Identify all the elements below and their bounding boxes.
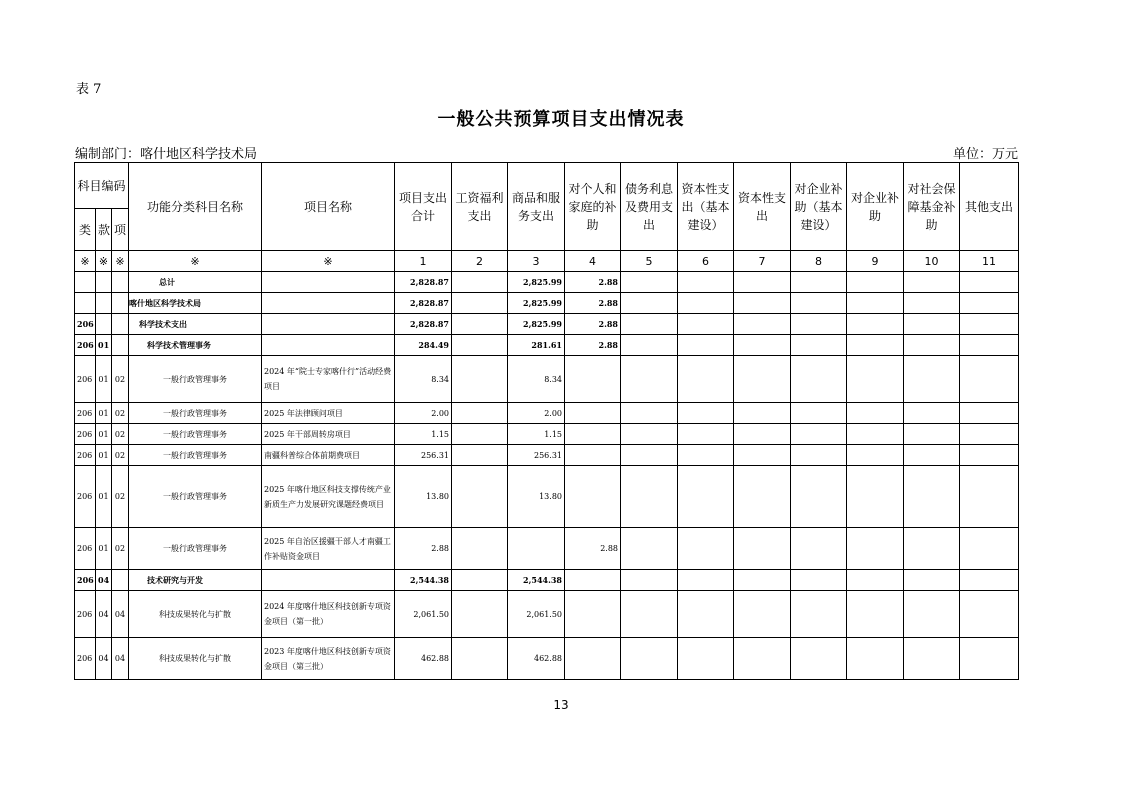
cell-goods: 2,061.50 — [508, 591, 565, 638]
cell-enterprise-basic — [791, 591, 847, 638]
cell-goods: 2.00 — [508, 403, 565, 424]
cell-total: 256.31 — [395, 445, 452, 466]
cell-personal: 2.88 — [565, 272, 621, 293]
header-project-name: 项目名称 — [262, 163, 395, 251]
header-enterprise: 对企业补助 — [847, 163, 904, 251]
cell-func: 科学技术管理事务 — [129, 335, 262, 356]
cell-project: 2024 年度喀什地区科技创新专项资金项目（第一批） — [262, 591, 395, 638]
cell-capital — [734, 528, 791, 570]
cell-enterprise — [847, 570, 904, 591]
cell-other — [960, 591, 1019, 638]
cell-kuan — [96, 272, 112, 293]
cell-total: 2.88 — [395, 528, 452, 570]
cell-enterprise-basic — [791, 528, 847, 570]
index-cell: 5 — [621, 251, 678, 272]
index-row — [75, 251, 1019, 272]
cell-enterprise-basic — [791, 424, 847, 445]
cell-social — [904, 445, 960, 466]
cell-capital — [734, 466, 791, 528]
cell-func: 一般行政管理事务 — [129, 445, 262, 466]
cell-kuan: 01 — [96, 445, 112, 466]
cell-func: 一般行政管理事务 — [129, 466, 262, 528]
index-cell: 10 — [904, 251, 960, 272]
header-subject-code: 科目编码 — [75, 163, 129, 209]
cell-project: 南疆科普综合体前期费项目 — [262, 445, 395, 466]
cell-enterprise — [847, 403, 904, 424]
cell-lei: 206 — [75, 424, 96, 445]
cell-goods: 8.34 — [508, 356, 565, 403]
cell-kuan: 01 — [96, 356, 112, 403]
cell-personal: 2.88 — [565, 335, 621, 356]
cell-personal — [565, 445, 621, 466]
index-cell: ※ — [75, 251, 96, 272]
cell-xiang — [112, 314, 129, 335]
cell-total: 1.15 — [395, 424, 452, 445]
index-cell: 7 — [734, 251, 791, 272]
cell-capital-basic — [678, 272, 734, 293]
cell-social — [904, 424, 960, 445]
cell-capital-basic — [678, 335, 734, 356]
cell-total: 8.34 — [395, 356, 452, 403]
cell-debt — [621, 591, 678, 638]
cell-wage — [452, 403, 508, 424]
cell-capital-basic — [678, 638, 734, 680]
index-cell: 9 — [847, 251, 904, 272]
cell-enterprise-basic — [791, 445, 847, 466]
cell-lei: 206 — [75, 591, 96, 638]
cell-total: 13.80 — [395, 466, 452, 528]
cell-lei: 206 — [75, 528, 96, 570]
cell-social — [904, 591, 960, 638]
cell-capital — [734, 335, 791, 356]
cell-social — [904, 403, 960, 424]
cell-personal: 2.88 — [565, 293, 621, 314]
cell-debt — [621, 528, 678, 570]
cell-other — [960, 272, 1019, 293]
cell-wage — [452, 591, 508, 638]
summary-row — [75, 570, 1019, 591]
cell-kuan — [96, 293, 112, 314]
cell-enterprise — [847, 272, 904, 293]
cell-lei: 206 — [75, 638, 96, 680]
cell-enterprise — [847, 335, 904, 356]
summary-row — [75, 272, 1019, 293]
cell-xiang: 02 — [112, 466, 129, 528]
table-row — [75, 403, 1019, 424]
cell-lei — [75, 293, 96, 314]
cell-personal: 2.88 — [565, 314, 621, 335]
cell-capital-basic — [678, 403, 734, 424]
cell-wage — [452, 356, 508, 403]
header-lei: 类 — [75, 209, 96, 251]
cell-enterprise-basic — [791, 638, 847, 680]
cell-capital-basic — [678, 424, 734, 445]
table-row — [75, 466, 1019, 528]
summary-row — [75, 314, 1019, 335]
index-cell: ※ — [112, 251, 129, 272]
header-total: 项目支出合计 — [395, 163, 452, 251]
cell-debt — [621, 424, 678, 445]
cell-goods: 2,544.38 — [508, 570, 565, 591]
cell-goods: 281.61 — [508, 335, 565, 356]
cell-func: 总计 — [129, 272, 262, 293]
cell-total: 2,828.87 — [395, 314, 452, 335]
cell-xiang: 02 — [112, 356, 129, 403]
cell-wage — [452, 335, 508, 356]
department-label: 编制部门：喀什地区科学技术局 — [75, 147, 258, 162]
cell-project — [262, 293, 395, 314]
header-xiang: 项 — [112, 209, 129, 251]
cell-func: 科技成果转化与扩散 — [129, 638, 262, 680]
cell-wage — [452, 424, 508, 445]
cell-debt — [621, 466, 678, 528]
cell-enterprise-basic — [791, 466, 847, 528]
header-func-name: 功能分类科目名称 — [129, 163, 262, 251]
cell-xiang — [112, 570, 129, 591]
cell-capital — [734, 272, 791, 293]
index-cell: ※ — [96, 251, 112, 272]
cell-social — [904, 528, 960, 570]
cell-func: 一般行政管理事务 — [129, 424, 262, 445]
cell-enterprise-basic — [791, 570, 847, 591]
index-cell: 8 — [791, 251, 847, 272]
cell-total: 284.49 — [395, 335, 452, 356]
cell-social — [904, 638, 960, 680]
cell-social — [904, 356, 960, 403]
cell-capital — [734, 403, 791, 424]
table-row — [75, 424, 1019, 445]
cell-social — [904, 314, 960, 335]
header-enterprise-basic: 对企业补助（基本建设） — [791, 163, 847, 251]
cell-debt — [621, 445, 678, 466]
index-cell: 4 — [565, 251, 621, 272]
summary-row — [75, 335, 1019, 356]
cell-capital-basic — [678, 356, 734, 403]
cell-social — [904, 272, 960, 293]
cell-other — [960, 335, 1019, 356]
cell-project: 2025 年自治区援疆干部人才南疆工作补贴资金项目 — [262, 528, 395, 570]
cell-personal — [565, 591, 621, 638]
cell-capital-basic — [678, 445, 734, 466]
cell-personal: 2.88 — [565, 528, 621, 570]
cell-capital-basic — [678, 570, 734, 591]
cell-project — [262, 335, 395, 356]
cell-capital-basic — [678, 293, 734, 314]
index-cell: ※ — [129, 251, 262, 272]
cell-other — [960, 403, 1019, 424]
cell-other — [960, 638, 1019, 680]
cell-personal — [565, 570, 621, 591]
index-cell: 1 — [395, 251, 452, 272]
cell-project: 2025 年法律顾问项目 — [262, 403, 395, 424]
cell-xiang: 04 — [112, 638, 129, 680]
cell-lei: 206 — [75, 314, 96, 335]
table-row — [75, 638, 1019, 680]
cell-enterprise-basic — [791, 293, 847, 314]
cell-enterprise-basic — [791, 356, 847, 403]
cell-enterprise — [847, 638, 904, 680]
cell-goods: 2,825.99 — [508, 293, 565, 314]
cell-enterprise — [847, 466, 904, 528]
cell-xiang: 02 — [112, 424, 129, 445]
cell-capital-basic — [678, 591, 734, 638]
cell-enterprise-basic — [791, 335, 847, 356]
cell-social — [904, 570, 960, 591]
cell-debt — [621, 335, 678, 356]
cell-debt — [621, 570, 678, 591]
cell-goods: 256.31 — [508, 445, 565, 466]
cell-func: 一般行政管理事务 — [129, 528, 262, 570]
cell-lei: 206 — [75, 403, 96, 424]
index-cell: 2 — [452, 251, 508, 272]
cell-enterprise-basic — [791, 403, 847, 424]
cell-func: 喀什地区科学技术局 — [129, 293, 262, 314]
cell-capital — [734, 591, 791, 638]
cell-total: 462.88 — [395, 638, 452, 680]
cell-project — [262, 570, 395, 591]
header-other: 其他支出 — [960, 163, 1019, 251]
cell-goods: 2,825.99 — [508, 272, 565, 293]
cell-total: 2,828.87 — [395, 293, 452, 314]
cell-social — [904, 335, 960, 356]
cell-xiang — [112, 293, 129, 314]
index-cell: 11 — [960, 251, 1019, 272]
cell-personal — [565, 356, 621, 403]
header-wage: 工资福利支出 — [452, 163, 508, 251]
cell-xiang — [112, 272, 129, 293]
header-goods: 商品和服务支出 — [508, 163, 565, 251]
cell-wage — [452, 570, 508, 591]
cell-other — [960, 570, 1019, 591]
budget-table — [74, 162, 1019, 680]
cell-capital — [734, 570, 791, 591]
cell-goods — [508, 528, 565, 570]
table-number-label: 表 7 — [76, 82, 102, 97]
cell-debt — [621, 272, 678, 293]
cell-personal — [565, 638, 621, 680]
cell-func: 一般行政管理事务 — [129, 403, 262, 424]
cell-total: 2.00 — [395, 403, 452, 424]
cell-total: 2,061.50 — [395, 591, 452, 638]
cell-func: 一般行政管理事务 — [129, 356, 262, 403]
cell-kuan: 01 — [96, 466, 112, 528]
cell-wage — [452, 638, 508, 680]
cell-capital — [734, 293, 791, 314]
cell-kuan: 04 — [96, 570, 112, 591]
cell-other — [960, 314, 1019, 335]
cell-project: 2025 年喀什地区科技支撑传统产业新质生产力发展研究课题经费项目 — [262, 466, 395, 528]
unit-label: 单位：万元 — [952, 147, 1018, 162]
cell-enterprise-basic — [791, 272, 847, 293]
table-row — [75, 356, 1019, 403]
cell-project: 2023 年度喀什地区科技创新专项资金项目（第三批） — [262, 638, 395, 680]
cell-kuan: 04 — [96, 638, 112, 680]
cell-kuan: 01 — [96, 403, 112, 424]
table-row — [75, 445, 1019, 466]
cell-wage — [452, 314, 508, 335]
table-body — [75, 251, 1019, 680]
cell-enterprise — [847, 314, 904, 335]
cell-enterprise — [847, 591, 904, 638]
cell-capital — [734, 314, 791, 335]
cell-enterprise — [847, 528, 904, 570]
cell-capital-basic — [678, 466, 734, 528]
table-row — [75, 528, 1019, 570]
index-cell: 6 — [678, 251, 734, 272]
cell-lei: 206 — [75, 356, 96, 403]
cell-capital-basic — [678, 528, 734, 570]
header-capital-basic: 资本性支出（基本建设） — [678, 163, 734, 251]
cell-lei: 206 — [75, 445, 96, 466]
cell-debt — [621, 314, 678, 335]
cell-other — [960, 466, 1019, 528]
cell-enterprise — [847, 445, 904, 466]
table-row — [75, 591, 1019, 638]
cell-lei: 206 — [75, 466, 96, 528]
cell-wage — [452, 528, 508, 570]
cell-project — [262, 272, 395, 293]
cell-goods: 1.15 — [508, 424, 565, 445]
cell-func: 科技成果转化与扩散 — [129, 591, 262, 638]
index-cell: 3 — [508, 251, 565, 272]
cell-other — [960, 356, 1019, 403]
cell-goods: 462.88 — [508, 638, 565, 680]
cell-other — [960, 293, 1019, 314]
cell-social — [904, 466, 960, 528]
cell-xiang: 02 — [112, 528, 129, 570]
cell-personal — [565, 466, 621, 528]
cell-project: 2024 年“院士专家喀什行”活动经费项目 — [262, 356, 395, 403]
cell-debt — [621, 356, 678, 403]
cell-wage — [452, 272, 508, 293]
cell-xiang: 02 — [112, 403, 129, 424]
cell-wage — [452, 466, 508, 528]
cell-social — [904, 293, 960, 314]
cell-total: 2,828.87 — [395, 272, 452, 293]
cell-xiang: 04 — [112, 591, 129, 638]
cell-lei: 206 — [75, 335, 96, 356]
cell-func: 技术研究与开发 — [129, 570, 262, 591]
cell-lei: 206 — [75, 570, 96, 591]
cell-other — [960, 445, 1019, 466]
cell-lei — [75, 272, 96, 293]
meta-row — [75, 143, 1018, 162]
cell-capital-basic — [678, 314, 734, 335]
cell-project — [262, 314, 395, 335]
cell-project: 2025 年干部周转房项目 — [262, 424, 395, 445]
cell-other — [960, 424, 1019, 445]
cell-enterprise — [847, 424, 904, 445]
cell-enterprise-basic — [791, 314, 847, 335]
header-social: 对社会保障基金补助 — [904, 163, 960, 251]
summary-row — [75, 293, 1019, 314]
cell-xiang — [112, 335, 129, 356]
cell-debt — [621, 403, 678, 424]
cell-xiang: 02 — [112, 445, 129, 466]
cell-debt — [621, 293, 678, 314]
header-personal: 对个人和家庭的补助 — [565, 163, 621, 251]
cell-capital — [734, 445, 791, 466]
index-cell: ※ — [262, 251, 395, 272]
cell-capital — [734, 638, 791, 680]
header-kuan: 款 — [96, 209, 112, 251]
cell-enterprise — [847, 293, 904, 314]
cell-debt — [621, 638, 678, 680]
cell-other — [960, 528, 1019, 570]
header-capital: 资本性支出 — [734, 163, 791, 251]
cell-personal — [565, 424, 621, 445]
cell-kuan: 04 — [96, 591, 112, 638]
cell-kuan — [96, 314, 112, 335]
cell-kuan: 01 — [96, 528, 112, 570]
cell-capital — [734, 356, 791, 403]
cell-func: 科学技术支出 — [129, 314, 262, 335]
cell-wage — [452, 293, 508, 314]
page-title: 一般公共预算项目支出情况表 — [437, 109, 685, 130]
cell-personal — [565, 403, 621, 424]
cell-kuan: 01 — [96, 424, 112, 445]
cell-total: 2,544.38 — [395, 570, 452, 591]
page-number: 13 — [553, 698, 569, 712]
cell-capital — [734, 424, 791, 445]
header-debt: 债务利息及费用支出 — [621, 163, 678, 251]
cell-goods: 2,825.99 — [508, 314, 565, 335]
cell-kuan: 01 — [96, 335, 112, 356]
cell-enterprise — [847, 356, 904, 403]
cell-wage — [452, 445, 508, 466]
cell-goods: 13.80 — [508, 466, 565, 528]
